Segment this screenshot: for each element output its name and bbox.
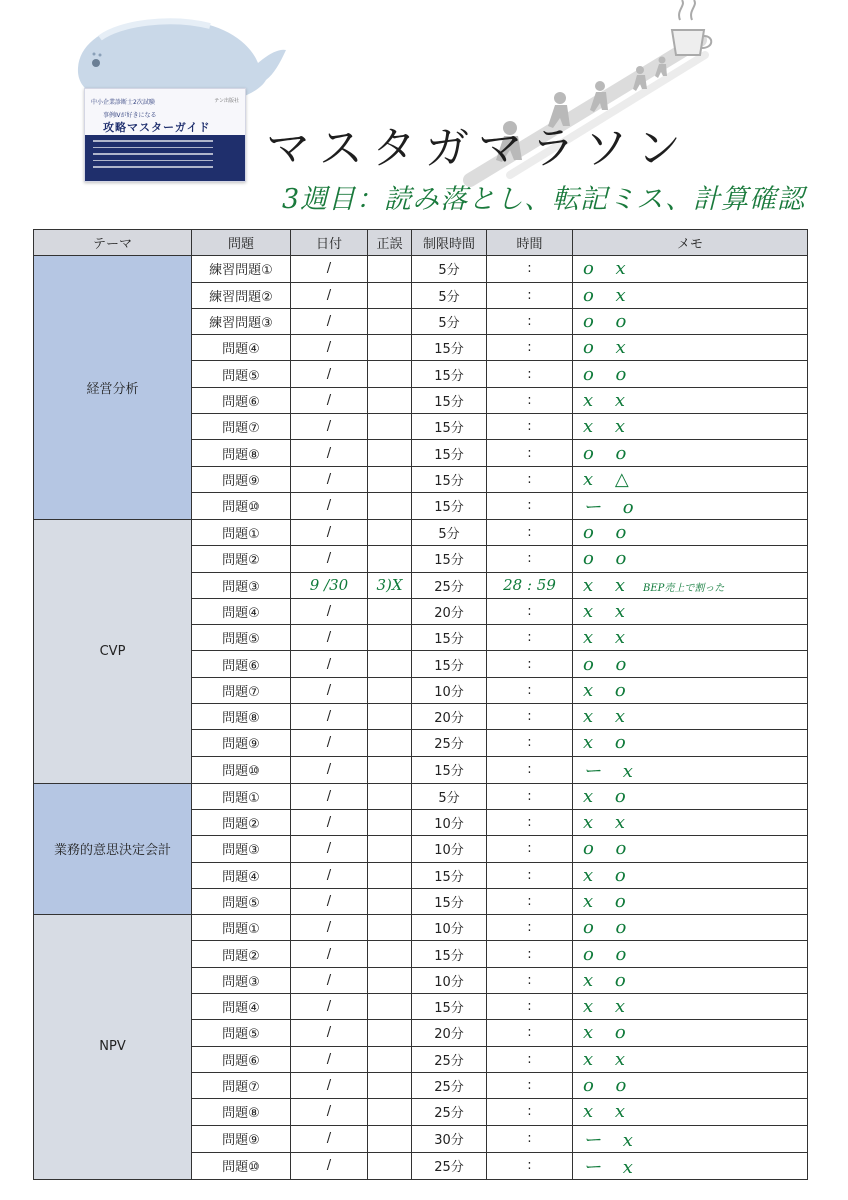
problem-cell: 問題① — [192, 915, 291, 941]
correct-cell — [368, 1152, 412, 1179]
time-cell: : — [487, 625, 573, 651]
memo-cell — [573, 572, 808, 598]
memo-cell — [573, 1020, 808, 1046]
correct-cell — [368, 967, 412, 993]
memo-cell — [573, 335, 808, 361]
theme-cell: 業務的意思決定会計 — [34, 783, 192, 914]
problem-cell: 練習問題① — [192, 256, 291, 282]
date-cell: / — [291, 308, 368, 334]
column-header-time: 時間 — [487, 230, 573, 256]
memo-cell — [573, 387, 808, 413]
date-cell: / — [291, 809, 368, 835]
memo-marks: ー x — [583, 760, 641, 782]
time-limit-cell: 25分 — [412, 1099, 487, 1125]
problem-cell: 問題⑧ — [192, 1099, 291, 1125]
problem-cell: 問題③ — [192, 572, 291, 598]
date-cell: / — [291, 677, 368, 703]
date-cell: / — [291, 651, 368, 677]
time-limit-cell: 25分 — [412, 1046, 487, 1072]
memo-cell — [573, 704, 808, 730]
time-limit-cell: 25分 — [412, 730, 487, 756]
time-limit-cell: 15分 — [412, 335, 487, 361]
date-cell: / — [291, 492, 368, 519]
time-cell: : — [487, 1046, 573, 1072]
memo-marks: o x — [583, 337, 634, 359]
memo-cell — [573, 677, 808, 703]
correct-cell — [368, 335, 412, 361]
time-cell: : — [487, 862, 573, 888]
memo-marks: x x — [583, 574, 634, 596]
date-cell: / — [291, 519, 368, 545]
correct-cell — [368, 704, 412, 730]
table-row — [34, 915, 808, 941]
date-cell: / — [291, 915, 368, 941]
date-cell: / — [291, 967, 368, 993]
memo-cell — [573, 809, 808, 835]
correct-cell — [368, 783, 412, 809]
time-cell: : — [487, 282, 573, 308]
problem-cell: 問題⑧ — [192, 704, 291, 730]
problem-cell: 問題⑩ — [192, 492, 291, 519]
date-cell: / — [291, 414, 368, 440]
memo-cell — [573, 519, 808, 545]
time-limit-cell: 15分 — [412, 387, 487, 413]
memo-cell — [573, 1072, 808, 1098]
problem-cell: 問題④ — [192, 862, 291, 888]
problem-cell: 問題④ — [192, 994, 291, 1020]
date-cell: / — [291, 862, 368, 888]
correct-cell — [368, 836, 412, 862]
theme-cell: 経営分析 — [34, 256, 192, 520]
time-cell: : — [487, 677, 573, 703]
correct-cell — [368, 1072, 412, 1098]
time-cell: : — [487, 783, 573, 809]
column-header-correct: 正誤 — [368, 230, 412, 256]
date-cell: / — [291, 546, 368, 572]
problem-cell: 問題⑥ — [192, 651, 291, 677]
memo-marks: x o — [583, 732, 634, 754]
coffee-cup-icon — [672, 0, 711, 55]
memo-marks: o x — [583, 258, 634, 280]
date-cell: / — [291, 1072, 368, 1098]
time-limit-cell: 15分 — [412, 361, 487, 387]
correct-cell — [368, 414, 412, 440]
column-header-theme: テーマ — [34, 230, 192, 256]
time-cell: : — [487, 492, 573, 519]
memo-cell — [573, 466, 808, 492]
memo-marks: x o — [583, 864, 634, 886]
table-row — [34, 519, 808, 545]
book-publisher-right: テン出版社 — [214, 98, 239, 104]
time-limit-cell: 5分 — [412, 256, 487, 282]
memo-marks: ー x — [583, 1156, 641, 1178]
date-cell: / — [291, 625, 368, 651]
book-title: 攻略マスターガイド — [103, 121, 211, 134]
memo-marks: x x — [583, 601, 634, 622]
correct-cell — [368, 361, 412, 387]
date-cell: / — [291, 1099, 368, 1125]
time-limit-cell: 5分 — [412, 282, 487, 308]
time-cell: : — [487, 888, 573, 914]
page-subtitle: 3週目：読み落とし、転記ミス、計算確認 — [282, 184, 805, 215]
problem-cell: 問題① — [192, 519, 291, 545]
memo-marks: x o — [583, 785, 634, 807]
time-limit-cell: 20分 — [412, 598, 487, 624]
time-cell: : — [487, 915, 573, 941]
problem-cell: 問題⑨ — [192, 466, 291, 492]
time-cell: : — [487, 1072, 573, 1098]
book-cover — [84, 88, 246, 182]
memo-cell — [573, 888, 808, 914]
time-cell: : — [487, 704, 573, 730]
study-log-table — [33, 229, 808, 1180]
memo-marks: x o — [583, 969, 634, 991]
memo-cell — [573, 783, 808, 809]
time-cell: : — [487, 414, 573, 440]
correct-cell — [368, 466, 412, 492]
memo-marks: o o — [583, 917, 635, 939]
date-cell: / — [291, 756, 368, 783]
memo-marks: x o — [583, 679, 634, 701]
problem-cell: 問題② — [192, 809, 291, 835]
date-cell: / — [291, 598, 368, 624]
problem-cell: 問題⑤ — [192, 888, 291, 914]
problem-cell: 問題⑨ — [192, 1125, 291, 1152]
memo-marks: x o — [583, 890, 634, 912]
date-cell: / — [291, 256, 368, 282]
memo-cell — [573, 651, 808, 677]
memo-cell — [573, 836, 808, 862]
memo-cell — [573, 756, 808, 783]
memo-cell — [573, 492, 808, 519]
correct-cell — [368, 915, 412, 941]
memo-marks: ー x — [583, 1129, 641, 1151]
memo-marks: o x — [583, 284, 634, 306]
correct-cell — [368, 519, 412, 545]
time-cell: : — [487, 941, 573, 967]
time-cell: : — [487, 730, 573, 756]
date-cell: / — [291, 1152, 368, 1179]
problem-cell: 問題④ — [192, 598, 291, 624]
time-cell: 28 : 59 — [487, 572, 573, 598]
correct-cell — [368, 862, 412, 888]
time-cell: : — [487, 756, 573, 783]
correct-cell: 3)X — [368, 572, 412, 598]
time-cell: : — [487, 546, 573, 572]
column-header-date: 日付 — [291, 230, 368, 256]
memo-cell — [573, 256, 808, 282]
time-cell: : — [487, 651, 573, 677]
memo-marks: x △ — [583, 468, 637, 490]
time-limit-cell: 15分 — [412, 625, 487, 651]
date-cell: / — [291, 783, 368, 809]
time-cell: : — [487, 519, 573, 545]
date-cell: / — [291, 704, 368, 730]
correct-cell — [368, 1046, 412, 1072]
memo-cell — [573, 414, 808, 440]
page-title: マスタガマラソン — [266, 123, 690, 174]
memo-cell — [573, 994, 808, 1020]
time-cell: : — [487, 466, 573, 492]
memo-note: BEP売上で割った — [643, 582, 725, 594]
theme-cell: NPV — [34, 915, 192, 1179]
correct-cell — [368, 1125, 412, 1152]
correct-cell — [368, 598, 412, 624]
time-cell: : — [487, 967, 573, 993]
problem-cell: 練習問題③ — [192, 308, 291, 334]
memo-marks: o o — [583, 943, 635, 965]
date-cell: / — [291, 361, 368, 387]
memo-cell — [573, 598, 808, 624]
correct-cell — [368, 282, 412, 308]
correct-cell — [368, 677, 412, 703]
correct-cell — [368, 730, 412, 756]
correct-cell — [368, 387, 412, 413]
correct-cell — [368, 1099, 412, 1125]
memo-cell — [573, 1099, 808, 1125]
memo-cell — [573, 361, 808, 387]
time-cell: : — [487, 809, 573, 835]
time-cell: : — [487, 836, 573, 862]
time-cell: : — [487, 994, 573, 1020]
column-header-memo: メモ — [573, 230, 808, 256]
time-cell: : — [487, 440, 573, 466]
date-cell: / — [291, 730, 368, 756]
date-cell: / — [291, 994, 368, 1020]
correct-cell — [368, 492, 412, 519]
book-cover-band — [85, 135, 245, 181]
time-limit-cell: 25分 — [412, 572, 487, 598]
date-cell: / — [291, 1020, 368, 1046]
problem-cell: 問題⑤ — [192, 361, 291, 387]
memo-marks: x x — [583, 416, 634, 438]
problem-cell: 問題⑤ — [192, 625, 291, 651]
problem-cell: 問題⑦ — [192, 414, 291, 440]
time-limit-cell: 5分 — [412, 783, 487, 809]
time-cell: : — [487, 1152, 573, 1179]
memo-cell — [573, 1152, 808, 1179]
time-limit-cell: 15分 — [412, 888, 487, 914]
problem-cell: 問題⑦ — [192, 1072, 291, 1098]
problem-cell: 問題⑤ — [192, 1020, 291, 1046]
page-header — [0, 0, 848, 228]
time-limit-cell: 20分 — [412, 1020, 487, 1046]
problem-cell: 問題⑨ — [192, 730, 291, 756]
time-limit-cell: 30分 — [412, 1125, 487, 1152]
time-limit-cell: 10分 — [412, 915, 487, 941]
date-cell: / — [291, 387, 368, 413]
memo-cell — [573, 625, 808, 651]
memo-marks: x x — [583, 389, 634, 411]
column-header-problem: 問題 — [192, 230, 291, 256]
time-limit-cell: 15分 — [412, 440, 487, 466]
memo-marks: o o — [583, 548, 635, 570]
memo-marks: o o — [583, 363, 635, 385]
date-cell: / — [291, 941, 368, 967]
correct-cell — [368, 809, 412, 835]
memo-marks: x x — [583, 627, 634, 649]
date-cell: / — [291, 466, 368, 492]
problem-cell: 問題② — [192, 546, 291, 572]
memo-cell — [573, 967, 808, 993]
date-cell: / — [291, 440, 368, 466]
time-cell: : — [487, 1020, 573, 1046]
time-limit-cell: 25分 — [412, 1152, 487, 1179]
memo-marks: o o — [583, 1075, 635, 1097]
date-cell: / — [291, 836, 368, 862]
time-limit-cell: 15分 — [412, 466, 487, 492]
correct-cell — [368, 546, 412, 572]
time-limit-cell: 15分 — [412, 756, 487, 783]
correct-cell — [368, 651, 412, 677]
date-cell: / — [291, 1125, 368, 1152]
memo-marks: o o — [583, 838, 635, 860]
memo-marks: o o — [583, 522, 635, 544]
problem-cell: 問題⑩ — [192, 756, 291, 783]
memo-cell — [573, 308, 808, 334]
time-limit-cell: 15分 — [412, 414, 487, 440]
correct-cell — [368, 994, 412, 1020]
date-cell: / — [291, 888, 368, 914]
memo-marks: x x — [583, 996, 634, 1018]
memo-marks: x o — [583, 1022, 634, 1044]
date-cell: / — [291, 335, 368, 361]
time-cell: : — [487, 308, 573, 334]
time-limit-cell: 5分 — [412, 308, 487, 334]
time-limit-cell: 15分 — [412, 862, 487, 888]
date-cell: 9 /30 — [291, 572, 368, 598]
time-cell: : — [487, 598, 573, 624]
time-cell: : — [487, 256, 573, 282]
correct-cell — [368, 625, 412, 651]
correct-cell — [368, 440, 412, 466]
time-limit-cell: 15分 — [412, 941, 487, 967]
correct-cell — [368, 888, 412, 914]
memo-cell — [573, 546, 808, 572]
table-header-row — [34, 230, 808, 256]
book-subtitle: 事例Ⅳが好きになる — [103, 112, 157, 119]
time-limit-cell: 10分 — [412, 677, 487, 703]
problem-cell: 問題② — [192, 941, 291, 967]
problem-cell: 問題① — [192, 783, 291, 809]
table-row — [34, 783, 808, 809]
memo-cell — [573, 1125, 808, 1152]
correct-cell — [368, 1020, 412, 1046]
memo-cell — [573, 915, 808, 941]
time-limit-cell: 10分 — [412, 967, 487, 993]
problem-cell: 練習問題② — [192, 282, 291, 308]
memo-cell — [573, 440, 808, 466]
date-cell: / — [291, 282, 368, 308]
memo-marks: x x — [583, 1101, 634, 1123]
time-cell: : — [487, 1125, 573, 1152]
memo-cell — [573, 282, 808, 308]
column-header-limit: 制限時間 — [412, 230, 487, 256]
memo-marks: o o — [583, 311, 635, 333]
memo-cell — [573, 941, 808, 967]
problem-cell: 問題⑥ — [192, 387, 291, 413]
memo-marks: x x — [583, 1048, 634, 1070]
problem-cell: 問題⑥ — [192, 1046, 291, 1072]
problem-cell: 問題⑩ — [192, 1152, 291, 1179]
time-cell: : — [487, 361, 573, 387]
time-limit-cell: 15分 — [412, 651, 487, 677]
time-cell: : — [487, 1099, 573, 1125]
problem-cell: 問題⑦ — [192, 677, 291, 703]
time-limit-cell: 15分 — [412, 546, 487, 572]
problem-cell: 問題③ — [192, 836, 291, 862]
time-limit-cell: 10分 — [412, 836, 487, 862]
time-cell: : — [487, 335, 573, 361]
problem-cell: 問題④ — [192, 335, 291, 361]
memo-cell — [573, 1046, 808, 1072]
time-limit-cell: 20分 — [412, 704, 487, 730]
problem-cell: 問題⑧ — [192, 440, 291, 466]
memo-cell — [573, 730, 808, 756]
time-limit-cell: 15分 — [412, 492, 487, 519]
time-limit-cell: 25分 — [412, 1072, 487, 1098]
problem-cell: 問題③ — [192, 967, 291, 993]
date-cell: / — [291, 1046, 368, 1072]
theme-cell: CVP — [34, 519, 192, 783]
correct-cell — [368, 756, 412, 783]
correct-cell — [368, 308, 412, 334]
memo-marks: x x — [583, 706, 634, 728]
table-row — [34, 256, 808, 282]
time-limit-cell: 15分 — [412, 994, 487, 1020]
memo-marks: o o — [583, 442, 635, 464]
book-publisher: 中小企業診断士2次試験 — [91, 99, 155, 106]
memo-cell — [573, 862, 808, 888]
memo-marks: o o — [583, 653, 635, 675]
correct-cell — [368, 256, 412, 282]
time-limit-cell: 5分 — [412, 519, 487, 545]
memo-marks: x x — [583, 812, 634, 834]
correct-cell — [368, 941, 412, 967]
time-limit-cell: 10分 — [412, 809, 487, 835]
time-cell: : — [487, 387, 573, 413]
memo-marks: ー o — [583, 496, 642, 518]
